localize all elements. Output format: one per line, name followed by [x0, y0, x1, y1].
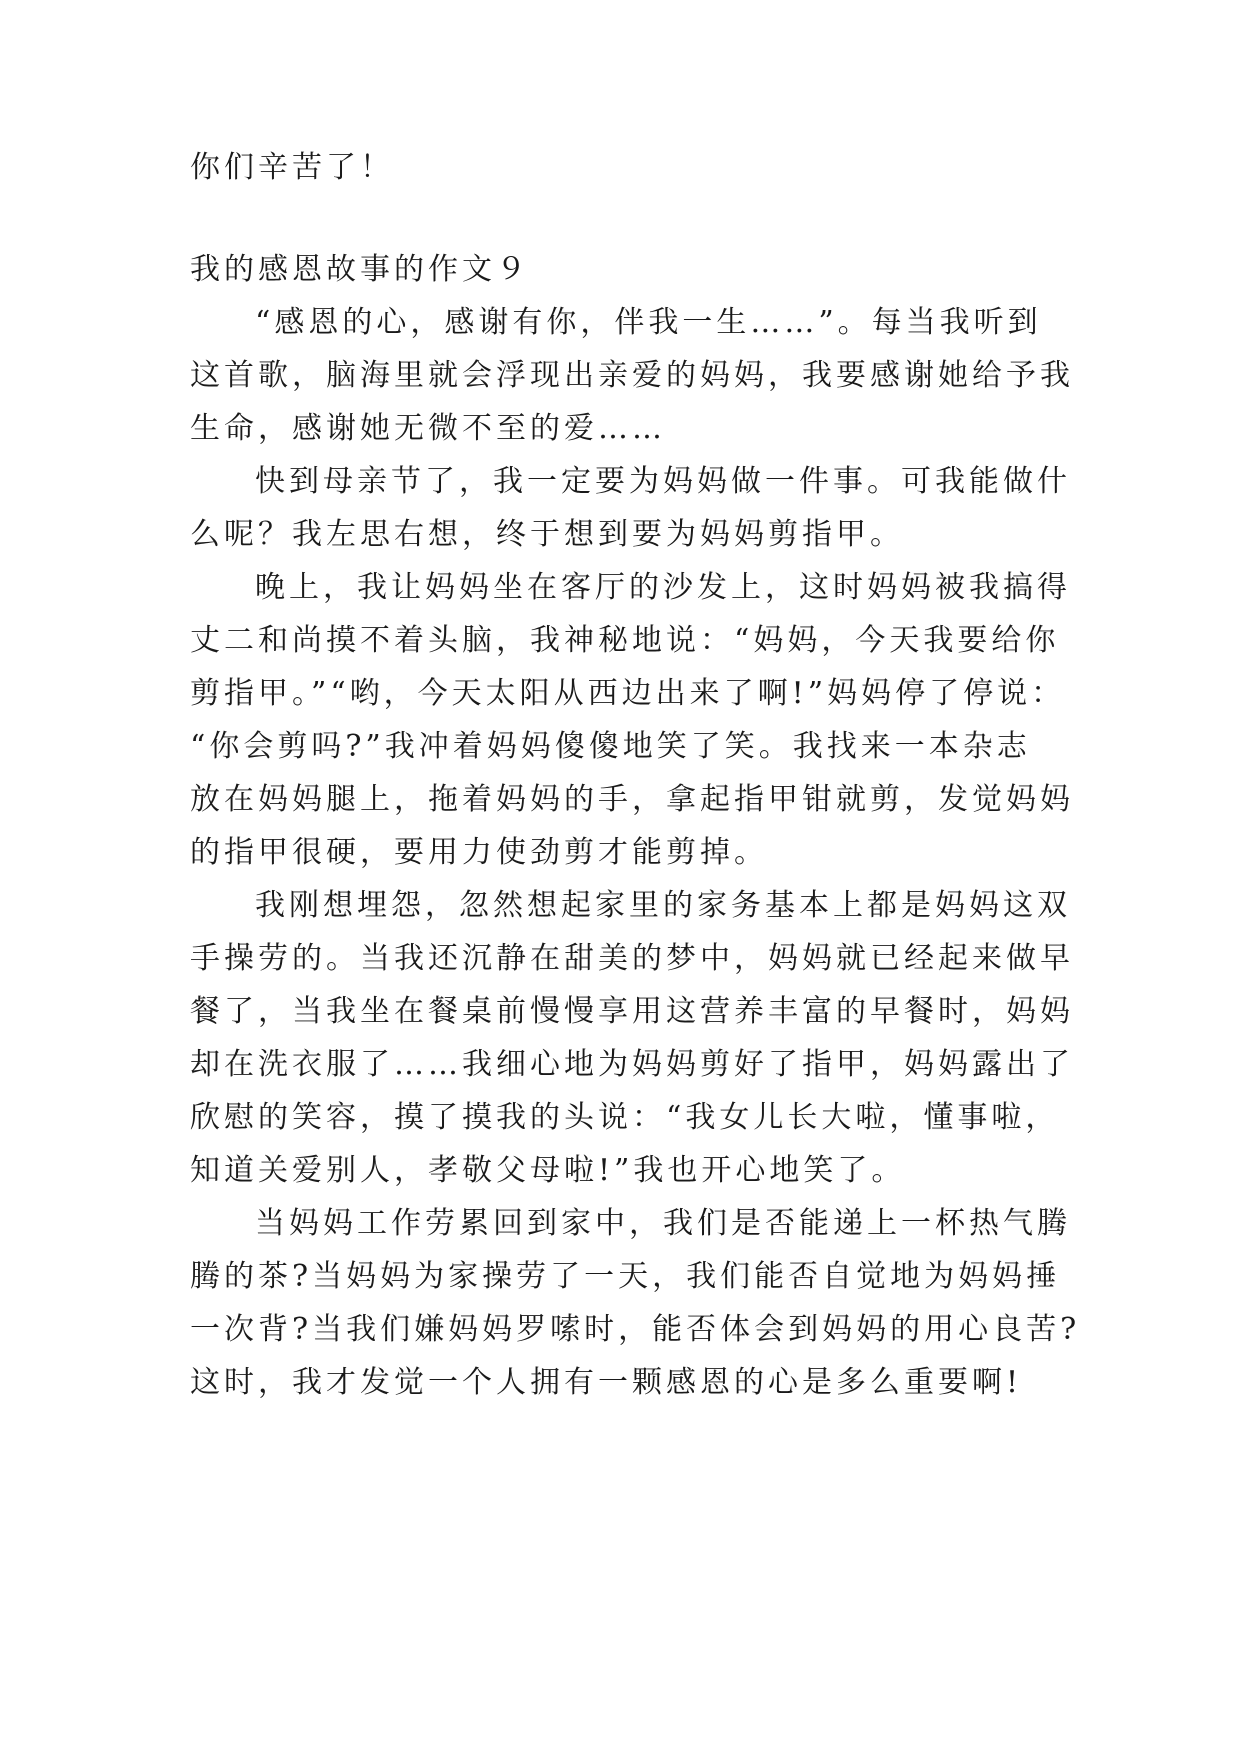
paragraph-3-line-3: 剪指甲。”“哟，今天太阳从西边出来了啊!”妈妈停了停说： [190, 676, 1066, 711]
paragraph-3-line-1: 晚上，我让妈妈坐在客厅的沙发上，这时妈妈被我搞得 [255, 570, 1071, 605]
paragraph-5-line-4: 这时，我才发觉一个人拥有一颗感恩的心是多么重要啊! [190, 1365, 1023, 1400]
paragraph-4-line-4: 却在洗衣服了……我细心地为妈妈剪好了指甲，妈妈露出了 [190, 1047, 1074, 1082]
paragraph-5-line-2: 腾的茶?当妈妈为家操劳了一天，我们能否自觉地为妈妈捶 [190, 1259, 1061, 1294]
paragraph-5-line-1: 当妈妈工作劳累回到家中，我们是否能递上一杯热气腾 [255, 1206, 1071, 1241]
paragraph-2-line-1: 快到母亲节了，我一定要为妈妈做一件事。可我能做什 [255, 464, 1071, 499]
essay-title: 我的感恩故事的作文９ [190, 252, 530, 287]
paragraph-3-line-2: 丈二和尚摸不着头脑，我神秘地说：“妈妈，今天我要给你 [190, 623, 1060, 658]
paragraph-1-line-1: “感恩的心，感谢有你，伴我一生……”。每当我听到 [255, 305, 1042, 340]
paragraph-4-line-6: 知道关爱别人，孝敬父母啦!”我也开心地笑了。 [190, 1153, 906, 1188]
paragraph-3-line-5: 放在妈妈腿上，拖着妈妈的手，拿起指甲钳就剪，发觉妈妈 [190, 782, 1074, 817]
paragraph-1-line-2: 这首歌，脑海里就会浮现出亲爱的妈妈，我要感谢她给予我 [190, 358, 1074, 393]
paragraph-5-line-3: 一次背?当我们嫌妈妈罗嗦时，能否体会到妈妈的用心良苦? [190, 1312, 1081, 1347]
paragraph-4-line-5: 欣慰的笑容，摸了摸我的头说：“我女儿长大啦，懂事啦， [190, 1100, 1060, 1135]
paragraph-3-line-6: 的指甲很硬，要用力使劲剪才能剪掉。 [190, 835, 768, 870]
paragraph-4-line-2: 手操劳的。当我还沉静在甜美的梦中，妈妈就已经起来做早 [190, 941, 1074, 976]
closing-line: 你们辛苦了！ [190, 150, 394, 185]
paragraph-4-line-1: 我刚想埋怨，忽然想起家里的家务基本上都是妈妈这双 [255, 888, 1071, 923]
paragraph-1-line-3: 生命，感谢她无微不至的爱…… [190, 411, 666, 446]
paragraph-3-line-4: “你会剪吗?”我冲着妈妈傻傻地笑了笑。我找来一本杂志 [190, 729, 1031, 764]
paragraph-4-line-3: 餐了，当我坐在餐桌前慢慢享用这营养丰富的早餐时，妈妈 [190, 994, 1074, 1029]
paragraph-2-line-2: 么呢？我左思右想，终于想到要为妈妈剪指甲。 [190, 517, 904, 552]
